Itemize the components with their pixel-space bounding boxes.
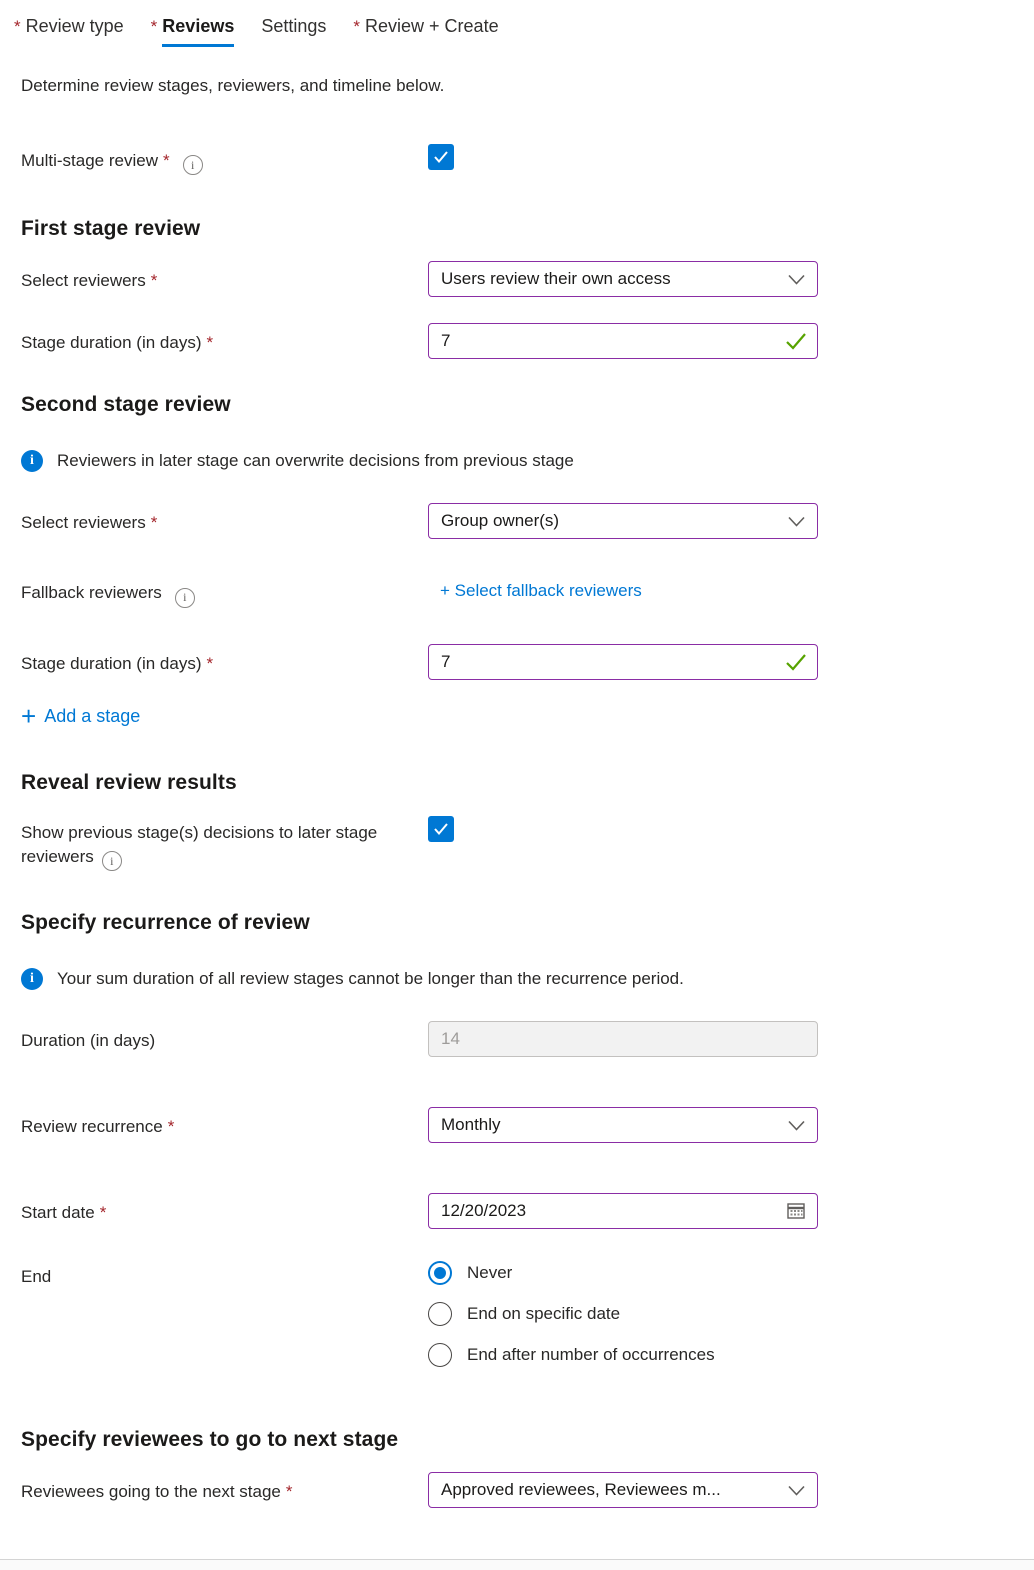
multi-stage-label (21, 141, 428, 175)
required-marker: * (150, 17, 158, 36)
stage-duration-label (21, 644, 428, 676)
label-text: Select reviewers (21, 513, 146, 533)
info-icon[interactable]: i (102, 851, 122, 871)
plus-icon: + (21, 701, 37, 732)
review-recurrence-label (21, 1107, 428, 1139)
chevron-down-icon (788, 1485, 805, 1496)
info-icon: i (21, 968, 43, 990)
second-stage-duration-box (428, 644, 818, 680)
radio-icon (428, 1302, 452, 1326)
recurrence-heading: Specify recurrence of review (21, 911, 310, 935)
duration-row (21, 1021, 1034, 1057)
dropdown-value: Group owner(s) (441, 511, 560, 531)
tab-label: Review type (25, 16, 124, 36)
reviewees-next-stage-row (21, 1472, 1034, 1508)
radio-icon (428, 1261, 452, 1285)
add-stage-button[interactable] (21, 701, 1034, 732)
second-stage-duration-row (21, 644, 1034, 680)
radio-option-never[interactable] (428, 1261, 818, 1285)
select-reviewers-label (21, 261, 428, 293)
required-marker: * (150, 513, 158, 533)
wizard-tabs (0, 0, 1034, 47)
multi-stage-checkbox[interactable] (428, 144, 454, 170)
label-text: Multi-stage review (21, 151, 158, 170)
required-marker: * (99, 1203, 107, 1223)
reveal-label (21, 813, 428, 871)
duration-input (439, 1028, 807, 1050)
first-stage-duration-box (428, 323, 818, 359)
start-date-box (428, 1193, 818, 1229)
label-text: Select reviewers (21, 271, 146, 291)
checkmark-icon (433, 150, 449, 164)
start-date-label (21, 1193, 428, 1225)
end-radio-group (428, 1257, 818, 1384)
duration-box (428, 1021, 818, 1057)
review-recurrence-dropdown[interactable] (428, 1107, 818, 1143)
required-marker: * (14, 17, 21, 36)
tab-review-type[interactable] (14, 16, 124, 44)
review-recurrence-row (21, 1107, 1034, 1143)
fallback-reviewers-label (21, 573, 428, 607)
tab-label: Review + Create (365, 16, 499, 36)
radio-label: End on specific date (467, 1304, 621, 1324)
first-stage-duration-input[interactable] (439, 330, 779, 352)
reviewees-next-stage-label (21, 1472, 428, 1504)
valid-check-icon (785, 332, 807, 350)
chevron-down-icon (788, 516, 805, 527)
multi-stage-row (21, 141, 1034, 175)
next-stage-heading: Specify reviewees to go to next stage (21, 1428, 399, 1452)
stage-duration-label (21, 323, 428, 355)
dropdown-value: Users review their own access (441, 269, 671, 289)
second-stage-select-reviewers-row (21, 503, 1034, 539)
first-stage-select-reviewers-dropdown[interactable] (428, 261, 818, 297)
first-stage-duration-row (21, 323, 1034, 359)
label-text: Stage duration (in days) (21, 333, 202, 353)
label-text: Show previous stage(s) decisions to later stage reviewers (21, 822, 378, 866)
dropdown-value: Monthly (441, 1115, 501, 1135)
end-label (21, 1257, 428, 1289)
add-stage-label: Add a stage (44, 705, 141, 726)
intro-text: Determine review stages, reviewers, and timeline below. (21, 76, 445, 95)
tab-reviews[interactable] (151, 16, 235, 47)
reviewees-next-stage-dropdown[interactable] (428, 1472, 818, 1508)
calendar-icon[interactable] (785, 1200, 807, 1222)
radio-option-end-on-date[interactable] (428, 1302, 818, 1326)
label-text: End (21, 1267, 52, 1287)
required-marker: * (206, 333, 214, 353)
second-stage-duration-input[interactable] (439, 651, 779, 673)
info-icon: i (21, 450, 43, 472)
reviews-form (0, 76, 1034, 1508)
radio-label: Never (467, 1263, 513, 1283)
radio-label: End after number of occurrences (467, 1345, 715, 1365)
radio-option-end-after-occurrences[interactable] (428, 1343, 818, 1367)
label-text: Start date (21, 1203, 95, 1223)
second-stage-info-banner (21, 450, 1034, 472)
label-text: Duration (in days) (21, 1031, 156, 1051)
second-stage-select-reviewers-dropdown[interactable] (428, 503, 818, 539)
select-reviewers-label (21, 503, 428, 535)
label-text: Stage duration (in days) (21, 653, 202, 673)
footer-strip (0, 1559, 1034, 1570)
required-marker: * (206, 653, 214, 673)
duration-label (21, 1021, 428, 1053)
required-marker: * (353, 17, 361, 36)
required-marker: * (167, 1117, 175, 1137)
info-icon[interactable]: i (183, 155, 203, 175)
label-text: Review recurrence (21, 1117, 163, 1137)
checkmark-icon (433, 822, 449, 836)
required-marker: * (163, 151, 170, 170)
info-icon[interactable]: i (175, 588, 195, 608)
info-text: Your sum duration of all review stages cannot be longer than the recurrence period. (57, 969, 684, 989)
reveal-heading: Reveal review results (21, 770, 237, 794)
dropdown-value: Approved reviewees, Reviewees m... (441, 1480, 721, 1500)
end-row (21, 1257, 1034, 1384)
reveal-row (21, 813, 1034, 871)
radio-icon (428, 1343, 452, 1367)
info-text: Reviewers in later stage can overwrite decisions from previous stage (57, 451, 574, 471)
first-stage-heading: First stage review (21, 217, 201, 241)
tab-label: Settings (261, 16, 327, 36)
chevron-down-icon (788, 274, 805, 285)
second-stage-heading: Second stage review (21, 393, 231, 417)
select-fallback-reviewers-link[interactable]: + Select fallback reviewers (440, 581, 642, 601)
first-stage-select-reviewers-row (21, 261, 1034, 297)
tab-label: Reviews (162, 16, 234, 47)
tab-review-create[interactable] (353, 16, 498, 44)
label-text: Fallback reviewers (21, 583, 162, 603)
recurrence-info-banner (21, 968, 1034, 990)
required-marker: * (150, 271, 158, 291)
start-date-row (21, 1193, 1034, 1229)
label-text: Reviewees going to the next stage (21, 1482, 281, 1502)
tab-settings[interactable] (261, 16, 326, 44)
required-marker: * (285, 1482, 293, 1502)
chevron-down-icon (788, 1120, 805, 1131)
fallback-reviewers-row (21, 573, 1034, 607)
start-date-input[interactable] (439, 1200, 779, 1222)
reveal-checkbox[interactable] (428, 816, 454, 842)
valid-check-icon (785, 653, 807, 671)
